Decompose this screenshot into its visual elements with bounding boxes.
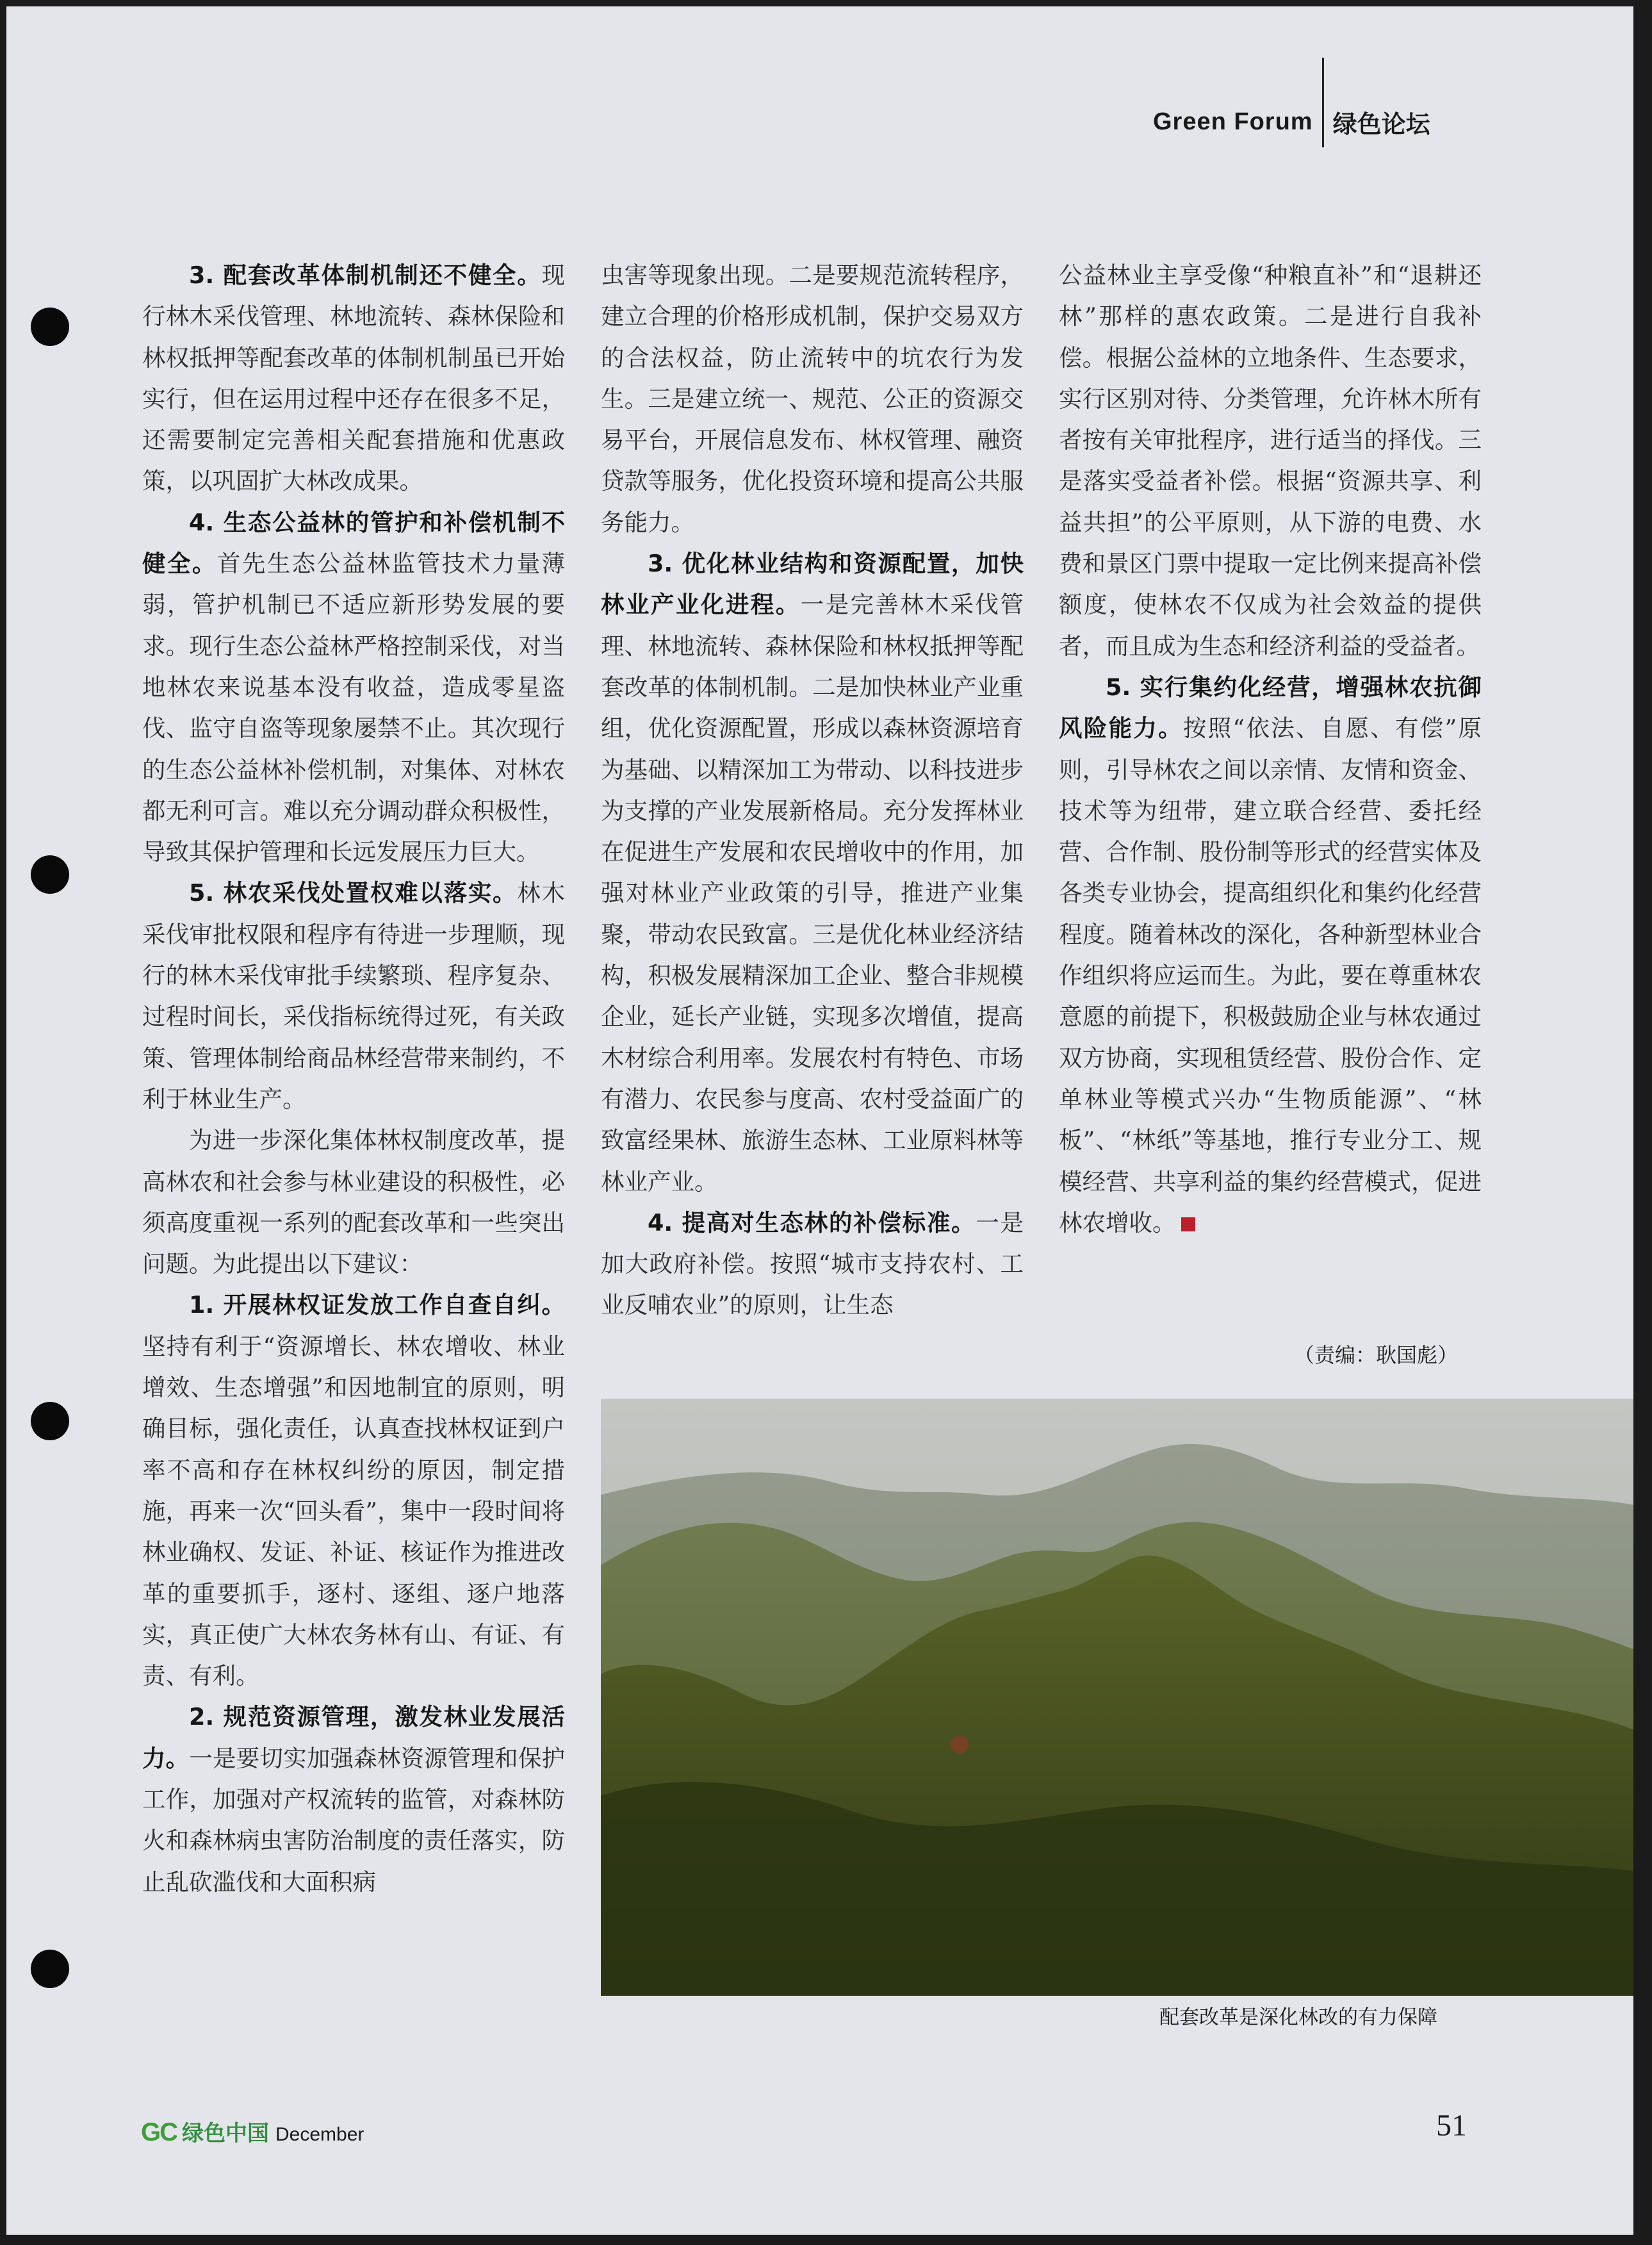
paragraph-body: 坚持有利于“资源增长、林农增收、林业增效、生态增强”和因地制宜的原则，明确目标，强化责任，认真查找林权证到户率不高和存在林权纠纷的原因，制定措施，再来一次“回头看”，集中一段时间将林业确权、发证、补证、核证作为推进改革的重要抓手，逐村、逐组、逐户地落实，真正使广大林农务林有山、有证、有责、有利。 [142, 1332, 565, 1690]
paragraph-heading: 3. 优化林业结构和资源配置，加快林业产业化进程。 [601, 550, 1024, 619]
issue-month: December [275, 2124, 364, 2145]
paragraph-body: 一是加大政府补偿。按照“城市支持农村、工业反哺农业”的原则，让生态 [601, 1208, 1024, 1319]
paragraph [142, 873, 565, 1120]
text-column-2 [601, 255, 1024, 1326]
binder-hole [31, 308, 69, 346]
binder-hole [31, 1402, 69, 1440]
editor-credit: （责编：耿国彪） [1294, 1343, 1459, 1367]
paragraph: 虫害等现象出现。二是要规范流转程序，建立合理的价格形成机制，保护交易双方的合法权益，防止流转中的坑农行为发生。三是建立统一、规范、公正的资源交易平台，开展信息发布、林权管理、融资贷款等服务，优化投资环境和提高公共服务能力。 [601, 261, 1024, 536]
paragraph-body: 首先生态公益林监管技术力量薄弱，管护机制已不适应新形势发展的要求。现行生态公益林严格控制采伐，对当地林农来说基本没有收益，造成零星盗伐、监守自盗等现象屡禁不止。其次现行的生态公益林补偿机制，对集体、对林农都无利可言。难以充分调动群众积极性，导致其保护管理和长远发展压力巨大。 [142, 550, 565, 866]
forest-mountain-photo [601, 1399, 1633, 1996]
paragraph [1059, 667, 1482, 1244]
magazine-page [6, 6, 1633, 2235]
paragraph [142, 502, 565, 873]
section-title-en: Green Forum [1153, 108, 1313, 135]
paragraph-body: 一是完善林木采伐管理、林地流转、森林保险和林权抵押等配套改革的体制机制。二是加快林业产业重组，优化资源配置，形成以森林资源培育为基础、以精深加工为带动、以科技进步为支撑的产业发展新格局。充分发挥林业在促进生产发展和农民增收中的作用，加强对林业产业政策的引导，推进产业集聚，带动农民致富。三是优化林业经济结构，积极发展精深加工企业、整合非规模企业，延长产业链，实现多次增值，提高木材综合利用率。发展农村有特色、市场有潜力、农民参与度高、农村受益面广的致富经果林、旅游生态林、工业原料林等林业产业。 [601, 591, 1024, 1196]
paragraph-body: 一是要切实加强森林资源管理和保护工作，加强对产权流转的监管，对森林防火和森林病虫害防治制度的责任落实，防止乱砍滥伐和大面积病 [142, 1744, 566, 1896]
binder-hole [31, 1950, 69, 1988]
paragraph-heading: 5. 林农采伐处置权难以落实。 [189, 879, 518, 907]
binder-hole [31, 855, 69, 894]
paragraph [142, 1285, 565, 1697]
paragraph: 公益林业主享受像“种粮直补”和“退耕还林”那样的惠农政策。二是进行自我补偿。根据公益林的立地条件、生态要求，实行区别对待、分类管理，允许林木所有者按有关审批程序，进行适当的择伐。三是落实受益者补偿。根据“资源共享、利益共担”的公平原则，从下游的电费、水费和景区门票中提取一定比例来提高补偿额度，使林农不仅成为社会效益的提供者，而且成为生态和经济利益的受益者。 [1059, 261, 1482, 660]
paragraph-heading: 2. 规范资源管理，激发林业发展活力。 [142, 1703, 565, 1772]
paragraph [142, 255, 565, 502]
section-title-cn: 绿色论坛 [1332, 110, 1430, 138]
magazine-logo: GC [141, 2118, 177, 2146]
header-divider [1322, 58, 1324, 147]
paragraph-heading: 3. 配套改革体制机制还不健全。 [189, 261, 542, 289]
text-column-1 [142, 255, 565, 1903]
paragraph-body: 现行林木采伐管理、林地流转、森林保险和林权抵押等配套改革的体制机制虽已开始实行，但在运用过程中还存在很多不足，还需要制定完善相关配套措施和优惠政策，以巩固扩大林改成果。 [142, 261, 565, 495]
paragraph-heading: 1. 开展林权证发放工作自查自纠。 [189, 1291, 565, 1319]
paragraph-heading: 4. 生态公益林的管护和补偿机制不健全。 [142, 508, 565, 578]
paragraph: 为进一步深化集体林权制度改革，提高林农和社会参与林业建设的积极性，必须高度重视一系列的配套改革和一些突出问题。为此提出以下建议： [142, 1126, 565, 1278]
page-number: 51 [1436, 2109, 1467, 2142]
mountain-landscape-illustration [601, 1399, 1633, 1996]
paragraph-heading: 5. 实行集约化经营，增强林农抗御风险能力。 [1059, 673, 1482, 743]
photo-caption: 配套改革是深化林改的有力保障 [1159, 2006, 1437, 2029]
paragraph-heading: 4. 提高对生态林的补偿标准。 [648, 1208, 976, 1237]
paragraph-body: 林木采伐审批权限和程序有待进一步理顺，现行的林木采伐审批手续繁琐、程序复杂、过程时间长，采伐指标统得过死，有关政策、管理体制给商品林经营带来制约，不利于林业生产。 [142, 879, 565, 1113]
section-header [1153, 96, 1430, 147]
paragraph-body: 按照“依法、自愿、有偿”原则，引导林农之间以亲情、友情和资金、技术等为纽带，建立联合经营、委托经营、合作制、股份制等形式的经营实体及各类专业协会，提高组织化和集约化经营程度。随着林改的深化，各种新型林业合作组织将应运而生。为此，要在尊重林农意愿的前提下，积极鼓励企业与林农通过双方协商，实现租赁经营、股份合作、定单林业等模式兴办“生物质能源”、“林板”、“林纸”等基地，推行专业分工、规模经营、共享利益的集约经营模式，促进林农增收。 [1059, 714, 1482, 1237]
paragraph [601, 543, 1024, 1203]
end-mark-icon [1181, 1217, 1195, 1231]
paragraph [142, 1697, 565, 1902]
text-column-3 [1059, 255, 1482, 1244]
page-footer [141, 2116, 364, 2147]
paragraph [601, 1203, 1024, 1326]
magazine-name: 绿色中国 [182, 2121, 269, 2146]
